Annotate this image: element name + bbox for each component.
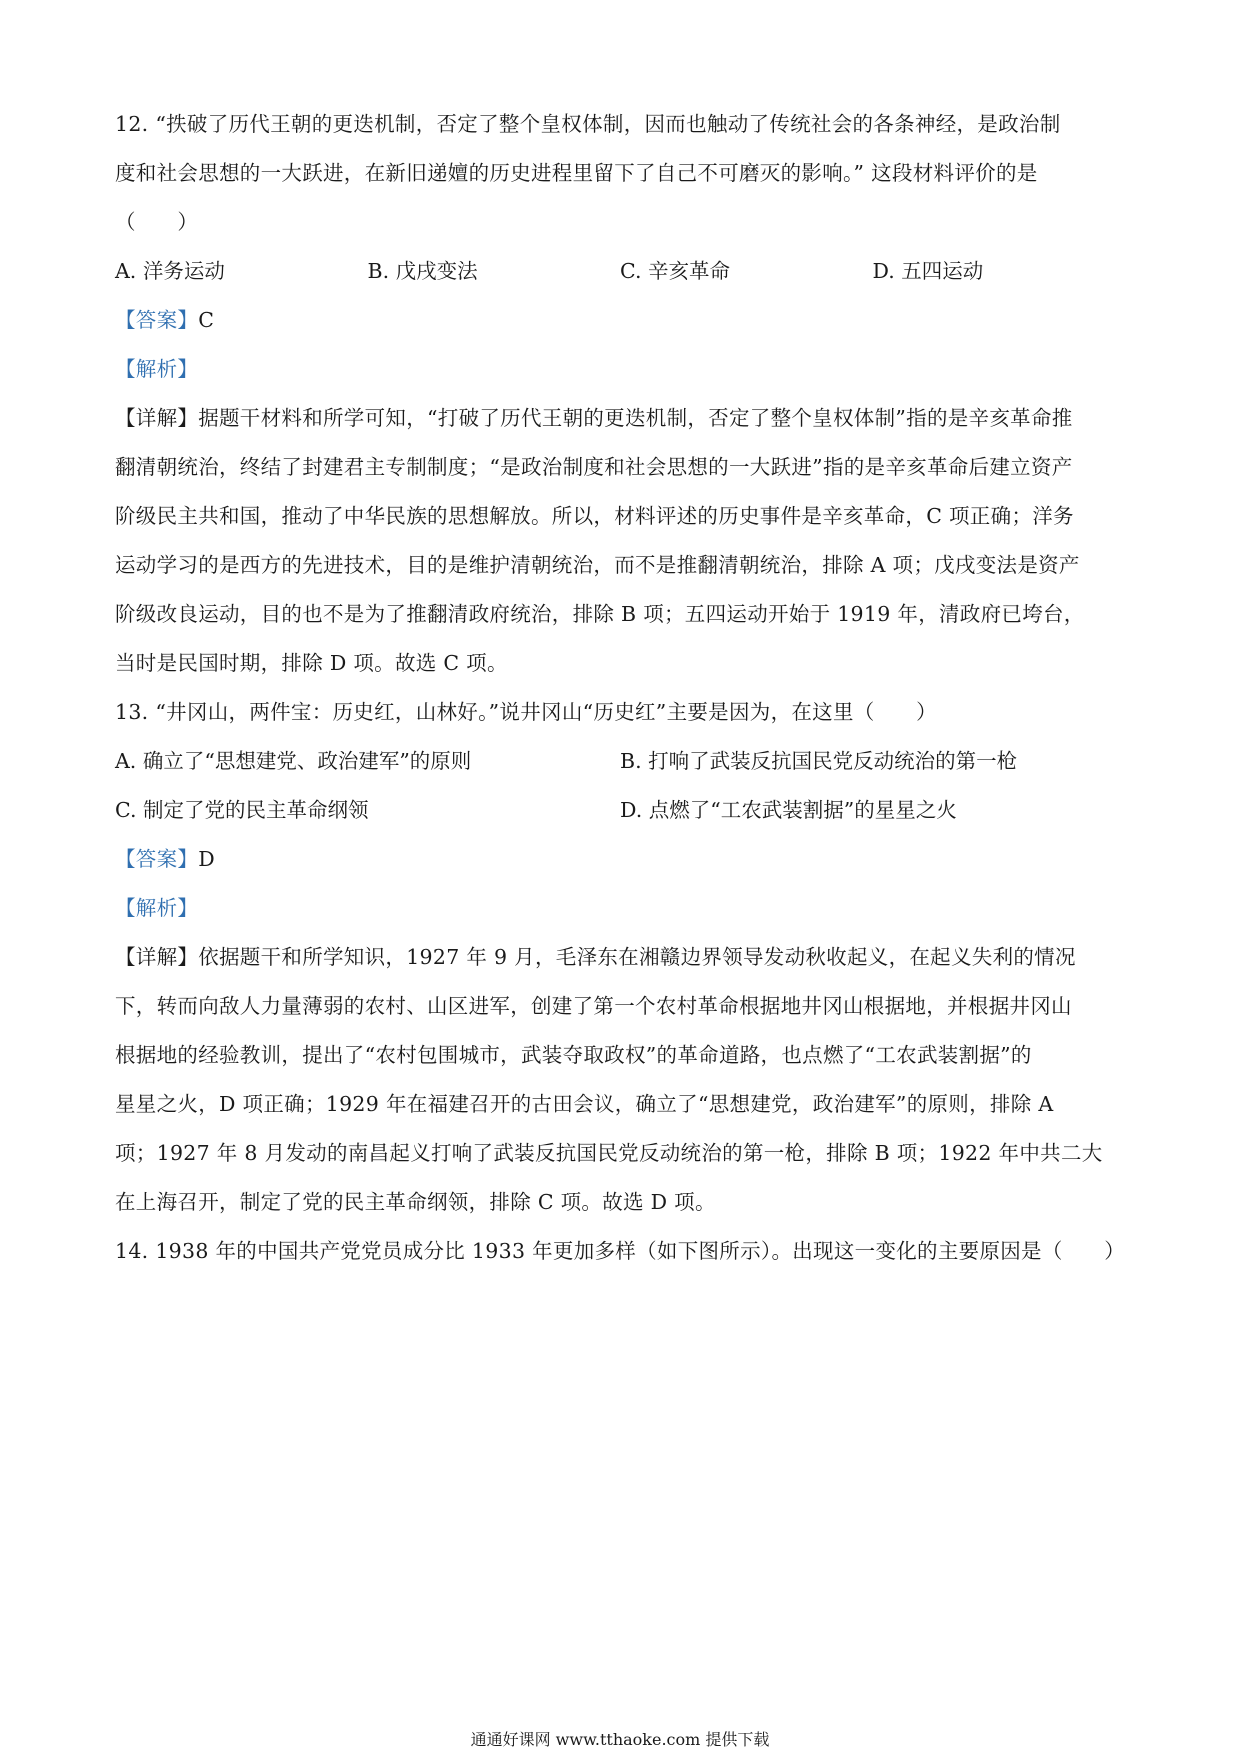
- question-14: [115, 1227, 1125, 1276]
- detail-text: 依据题干和所学知识，1927 年 9 月，毛泽东在湘赣边界领导发动秋收起义，在起义失利的情况: [198, 945, 1076, 969]
- analysis-tag: 【解析】: [115, 896, 199, 920]
- answer-tag: 【答案】: [115, 847, 199, 871]
- question-stem-line: 12. “抶破了历代王朝的更迭机制，否定了整个皇权体制，因而也触动了传统社会的各条神经，是政治制: [115, 112, 1061, 136]
- answer-value: C: [198, 308, 215, 332]
- question-stem-line: 13. “井冈山，两件宝：历史红，山林好。”说井冈山“历史红”主要是因为，在这里（ ）: [115, 700, 937, 724]
- detail-line: 阶级民主共和国，推动了中华民族的思想解放。所以，材料评述的历史事件是辛亥革命，C 项正确；洋务: [115, 504, 1074, 528]
- option-a: A. 确立了“思想建党、政治建军”的原则: [115, 749, 472, 773]
- question-13: [115, 688, 1125, 1227]
- option-b: B. 打响了武装反抗国民党反动统治的第一枪: [620, 749, 1018, 773]
- answer-line: [115, 835, 1125, 884]
- option-c: C. 辛亥革命: [620, 259, 730, 283]
- detail-line: 根据地的经验教训，提出了“农村包围城市，武装夺取政权”的革命道路，也点燃了“工农武装割据”的: [115, 1043, 1032, 1067]
- page-footer: 通通好课网 www.tthaoke.com 提供下载: [470, 1730, 770, 1749]
- detail-text: 据题干材料和所学可知，“打破了历代王朝的更迭机制，否定了整个皇权体制”指的是辛亥革命推: [198, 406, 1073, 430]
- question-stem-line: 度和社会思想的一大跃进，在新旧递嬗的历史进程里留下了自己不可磨灭的影响。” 这段材料评价的是: [115, 161, 1038, 185]
- answer-line: [115, 296, 1125, 345]
- option-d: D. 点燃了“工农武装割据”的星星之火: [620, 798, 957, 822]
- detail-line: 运动学习的是西方的先进技术，目的是维护清朝统治，而不是推翻清朝统治，排除 A 项；戊戌变法是资产: [115, 553, 1080, 577]
- detail-line: [115, 933, 1125, 982]
- answer-value: D: [198, 847, 215, 871]
- detail-line: 项；1927 年 8 月发动的南昌起义打响了武装反抗国民党反动统治的第一枪，排除 B 项；1922 年中共二大: [115, 1141, 1103, 1165]
- question-stem-line: 14. 1938 年的中国共产党党员成分比 1933 年更加多样（如下图所示）。出现这一变化的主要原因是（ ）: [115, 1239, 1126, 1263]
- detail-line: 下，转而向敌人力量薄弱的农村、山区进军，创建了第一个农村革命根据地井冈山根据地，并根据井冈山: [115, 994, 1072, 1018]
- option-row: [115, 786, 1125, 835]
- detail-line: 星星之火，D 项正确；1929 年在福建召开的古田会议，确立了“思想建党，政治建军”的原则，排除 A: [115, 1092, 1054, 1116]
- detail-line: 当时是民国时期，排除 D 项。故选 C 项。: [115, 651, 508, 675]
- analysis-line: [115, 345, 1125, 394]
- option-d: D. 五四运动: [872, 259, 984, 283]
- question-stem-line: （ ）: [115, 210, 199, 234]
- detail-line: [115, 394, 1125, 443]
- detail-line: 阶级改良运动，目的也不是为了推翻清政府统治，排除 B 项；五四运动开始于 1919 年，清政府已垮台，: [115, 602, 1085, 626]
- answer-tag: 【答案】: [115, 308, 199, 332]
- option-row: [115, 737, 1125, 786]
- detail-tag: 【详解】: [115, 406, 199, 430]
- detail-line: 在上海召开，制定了党的民主革命纲领，排除 C 项。故选 D 项。: [115, 1190, 716, 1214]
- document-page: [115, 100, 1125, 1276]
- option-b: B. 戊戌变法: [367, 259, 478, 283]
- option-c: C. 制定了党的民主革命纲领: [115, 798, 369, 822]
- analysis-tag: 【解析】: [115, 357, 199, 381]
- option-a: A. 洋务运动: [115, 259, 225, 283]
- option-row: [115, 247, 1125, 296]
- question-12: [115, 100, 1125, 688]
- detail-tag: 【详解】: [115, 945, 199, 969]
- analysis-line: [115, 884, 1125, 933]
- detail-line: 翻清朝统治，终结了封建君主专制制度；“是政治制度和社会思想的一大跃进”指的是辛亥革命后建立资产: [115, 455, 1073, 479]
